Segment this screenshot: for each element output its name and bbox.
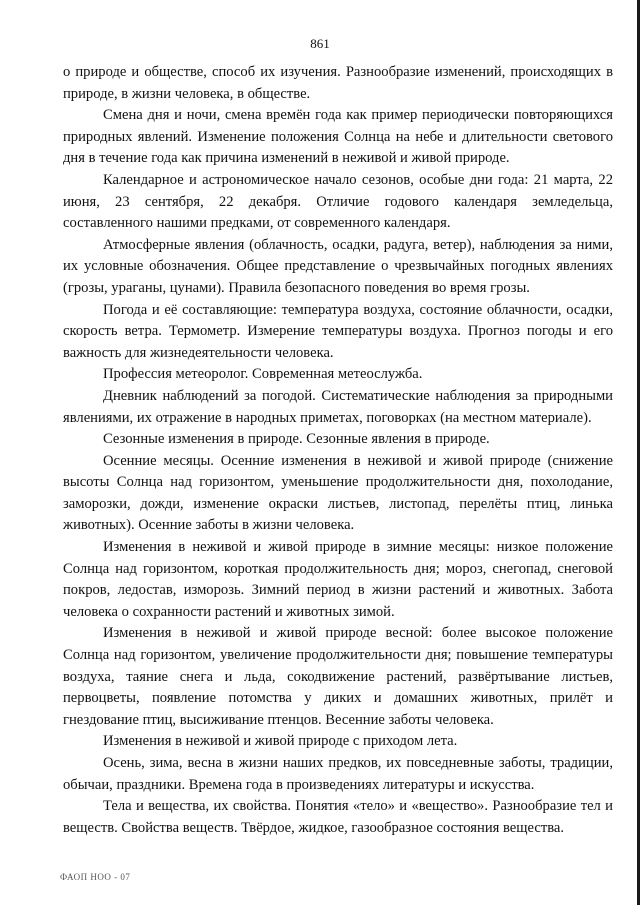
body-text — [63, 62, 613, 839]
paragraph-day-night: Смена дня и ночи, смена времён года как пример периодически повторяющихся природных явлений. Изменение положения Солнца на небе и длительности светового дня в течение года как причина изменений в неживой и живой природе. — [63, 107, 613, 167]
paragraph-winter: Изменения в неживой и живой природе в зимние месяцы: низкое положение Солнца над горизонтом, короткая продолжительность дня; мороз, снегопад, снеговой покров, ледостав, изморозь. Зимний период в жизни растений и животных. Забота человека о сохранности растений и животных зимой. — [63, 539, 613, 620]
paragraph-meteorologist: Профессия метеоролог. Современная метеослужба. — [103, 366, 423, 383]
paragraph-summer: Изменения в неживой и живой природе с приходом лета. — [103, 733, 458, 750]
paragraph-atmospheric: Атмосферные явления (облачность, осадки, радуга, ветер), наблюдения за ними, их условные обозначения. Общее представление о чрезвычайных погодных явлениях (грозы, ураганы, цунами). Правила безопасного поведения во время грозы. — [63, 236, 613, 296]
footer-code: ФАОП НОО - 07 — [60, 872, 131, 882]
paragraph-autumn: Осенние месяцы. Осенние изменения в неживой и живой природе (снижение высоты Солнца над горизонтом, уменьшение продолжительности дня, похолодание, заморозки, дожди, изменение окраски листьев, листопад, перелёты птиц, линька животных). Осенние заботы в жизни человека. — [63, 452, 613, 534]
paragraph-bodies-substances: Тела и вещества, их свойства. Понятия «тело» и «вещество». Разнообразие тел и веществ. Свойства веществ. Твёрдое, жидкое, газообразное состояния вещества. — [63, 798, 613, 836]
paragraph-spring: Изменения в неживой и живой природе весной: более высокое положение Солнца над горизонтом, увеличение продолжительности дня; повышение температуры воздуха, таяние снега и льда, сокодвижение растений, развёртывание листьев, первоцветы, появление потомства у диких и домашних животных, прилёт и гнездование птиц, высиживание птенцов. Весенние заботы человека. — [63, 625, 613, 728]
paragraph-weather: Погода и её составляющие: температура воздуха, состояние облачности, осадки, скорость ветра. Термометр. Измерение температуры воздуха. Прогноз погоды и его важность для жизнедеятельности человека. — [63, 301, 613, 361]
paragraph-continuation: о природе и обществе, способ их изучения. Разнообразие изменений, происходящих в природе, в жизни человека, в обществе. — [63, 64, 613, 102]
page-number: 861 — [310, 36, 330, 51]
paragraph-seasonal: Сезонные изменения в природе. Сезонные явления в природе. — [103, 431, 490, 448]
paragraph-calendar: Календарное и астрономическое начало сезонов, особые дни года: 21 марта, 22 июня, 23 сентября, 22 декабря. Отличие годового календаря земледельца, составленного нашими предками, от современного календаря. — [63, 171, 613, 232]
paragraph-ancestors: Осень, зима, весна в жизни наших предков, их повседневные заботы, традиции, обычаи, праздники. Времена года в произведениях литературы и искусства. — [63, 755, 613, 793]
paragraph-diary: Дневник наблюдений за погодой. Систематические наблюдения за природными явлениями, их отражение в народных приметах, поговорках (на местном материале). — [63, 387, 613, 426]
